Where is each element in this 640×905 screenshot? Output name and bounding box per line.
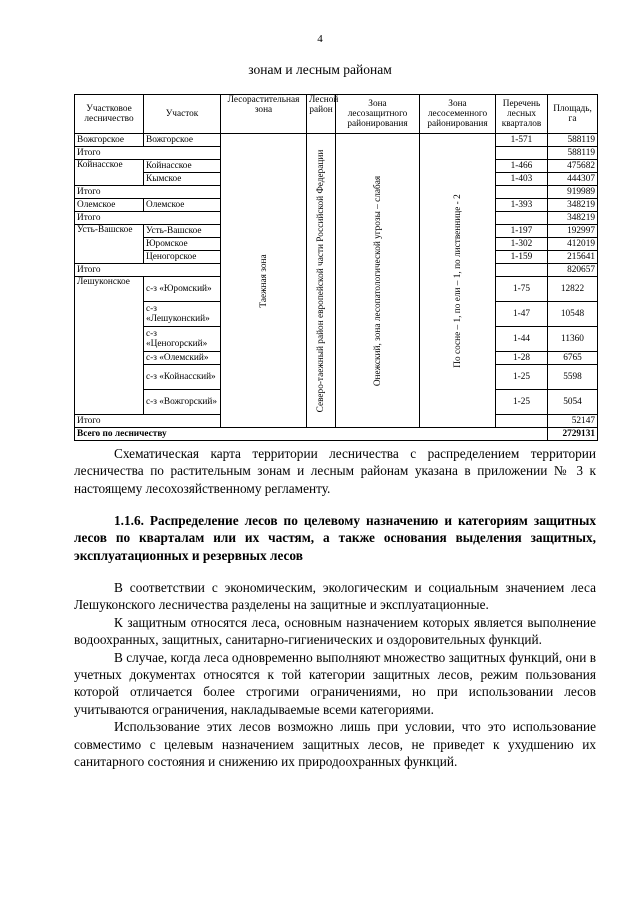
paragraph: Использование этих лесов возможно лишь при условии, что это использование совместимо с целевым назначением защитных лесов, не приведет к ухудшению их санитарного состояния и снижению их природоохранных функций. (74, 719, 596, 770)
grand-total-area: 2729131 (548, 428, 598, 441)
area-cell: 348219 (548, 212, 598, 225)
forest-region-cell: Северо-таежный район европейской части Российской Федерации (307, 134, 336, 428)
header-zone: Лесорастительная зона (221, 95, 307, 134)
area-cell: 12822 (548, 277, 598, 302)
area-cell: 6765 (548, 352, 598, 365)
site-cell: с-з «Лешуконский» (144, 302, 221, 327)
area-cell: 192997 (548, 225, 598, 238)
site-cell: с-з «Койнасский» (144, 365, 221, 390)
area-cell: 348219 (548, 199, 598, 212)
forestry-cell: Койнасское (75, 160, 144, 186)
quarters-cell: 1-47 (496, 302, 548, 327)
subtotal-label: Итого (75, 415, 221, 428)
site-cell: Усть-Вашское (144, 225, 221, 238)
map-note-text: Схематическая карта территории лесничества с распределением территории лесничества по растительным зонам и лесным районам указана в приложении № 3 к настоящему лесохозяйственному регламенту. (74, 446, 596, 496)
quarters-cell: 1-25 (496, 390, 548, 415)
site-cell: с-з «Юромский» (144, 277, 221, 302)
protection-zone-cell: Онежский, зона лесопатологической угрозы – слабая (336, 134, 420, 428)
quarters-cell: 1-393 (496, 199, 548, 212)
header-quarters: Перечень лесных кварталов (496, 95, 548, 134)
section-heading (74, 512, 596, 564)
body-text (74, 579, 596, 770)
header-forest-region: Лесной район (307, 95, 336, 134)
area-cell: 820657 (548, 264, 598, 277)
subtotal-label: Итого (75, 147, 221, 160)
forestry-cell: Усть-Вашское (75, 225, 144, 264)
area-cell: 412019 (548, 238, 598, 251)
site-cell: Кымское (144, 173, 221, 186)
forest-zones-table (74, 94, 598, 441)
area-cell: 5054 (548, 390, 598, 415)
area-cell: 215641 (548, 251, 598, 264)
forestry-cell: Олемское (75, 199, 144, 212)
section-heading-text: 1.1.6. Распределение лесов по целевому назначению и категориям защитных лесов по кварталам или их частям, а также основания выделения защитных, эксплуатационных и резервных лесов (74, 513, 596, 563)
area-cell: 588119 (548, 147, 598, 160)
area-cell: 11360 (548, 327, 598, 352)
site-cell: с-з «Олемский» (144, 352, 221, 365)
site-cell: с-з «Вожгорский» (144, 390, 221, 415)
quarters-cell: 1-28 (496, 352, 548, 365)
area-cell: 919989 (548, 186, 598, 199)
area-cell: 588119 (548, 134, 598, 147)
subtotal-label: Итого (75, 212, 221, 225)
zone-cell: Таежная зона (221, 134, 307, 428)
subtotal-label: Итого (75, 264, 221, 277)
grand-total-row (75, 428, 598, 441)
quarters-cell: 1-159 (496, 251, 548, 264)
paragraph: К защитным относятся леса, основным назначением которых является выполнение водоохранных, защитных, санитарно-гигиенических и оздоровительных функций. (74, 614, 596, 648)
paragraph: В случае, когда леса одновременно выполняют множество защитных функций, они в учетных документах относятся к той категории защитных лесов, режим пользования которой отличается более строгими ограничениями, но при использовании лесов учитываются ограничения, накладываемые всеми категориями. (74, 649, 596, 717)
table-row (75, 134, 598, 147)
header-forestry: Участковое лесничество (75, 95, 144, 134)
header-site: Участок (144, 95, 221, 134)
quarters-cell: 1-302 (496, 238, 548, 251)
forestry-cell: Лешуконское (75, 277, 144, 415)
area-cell: 5598 (548, 365, 598, 390)
quarters-cell: 1-197 (496, 225, 548, 238)
seed-zone-cell: По сосне – 1, по ели – 1, по лиственнице - 2 (420, 134, 496, 428)
subtotal-label: Итого (75, 186, 221, 199)
quarters-cell: 1-403 (496, 173, 548, 186)
site-cell: Ценогорское (144, 251, 221, 264)
table-title: зонам и лесным районам (248, 62, 392, 77)
header-seed-zone: Зона лесосеменного районирования (420, 95, 496, 134)
grand-total-label: Всего по лесничеству (75, 428, 548, 441)
quarters-cell: 1-571 (496, 134, 548, 147)
header-area: Площадь, га (548, 95, 598, 134)
table-header-row (75, 95, 598, 134)
quarters-cell: 1-25 (496, 365, 548, 390)
area-cell: 52147 (548, 415, 598, 428)
site-cell: Койнасское (144, 160, 221, 173)
site-cell: Олемское (144, 199, 221, 212)
area-cell: 444307 (548, 173, 598, 186)
area-cell: 10548 (548, 302, 598, 327)
header-protection-zone: Зона лесозащитного районирования (336, 95, 420, 134)
quarters-cell: 1-44 (496, 327, 548, 352)
area-cell: 475682 (548, 160, 598, 173)
site-cell: Вожгорское (144, 134, 221, 147)
page-number: 4 (317, 33, 323, 45)
site-cell: с-з «Ценогорский» (144, 327, 221, 352)
quarters-cell: 1-466 (496, 160, 548, 173)
map-note (74, 445, 596, 497)
forestry-cell: Вожгорское (75, 134, 144, 147)
paragraph: В соответствии с экономическим, экологическим и социальным значением леса Лешуконского лесничества разделены на защитные и эксплуатационные. (74, 580, 596, 613)
quarters-cell: 1-75 (496, 277, 548, 302)
site-cell: Юромское (144, 238, 221, 251)
